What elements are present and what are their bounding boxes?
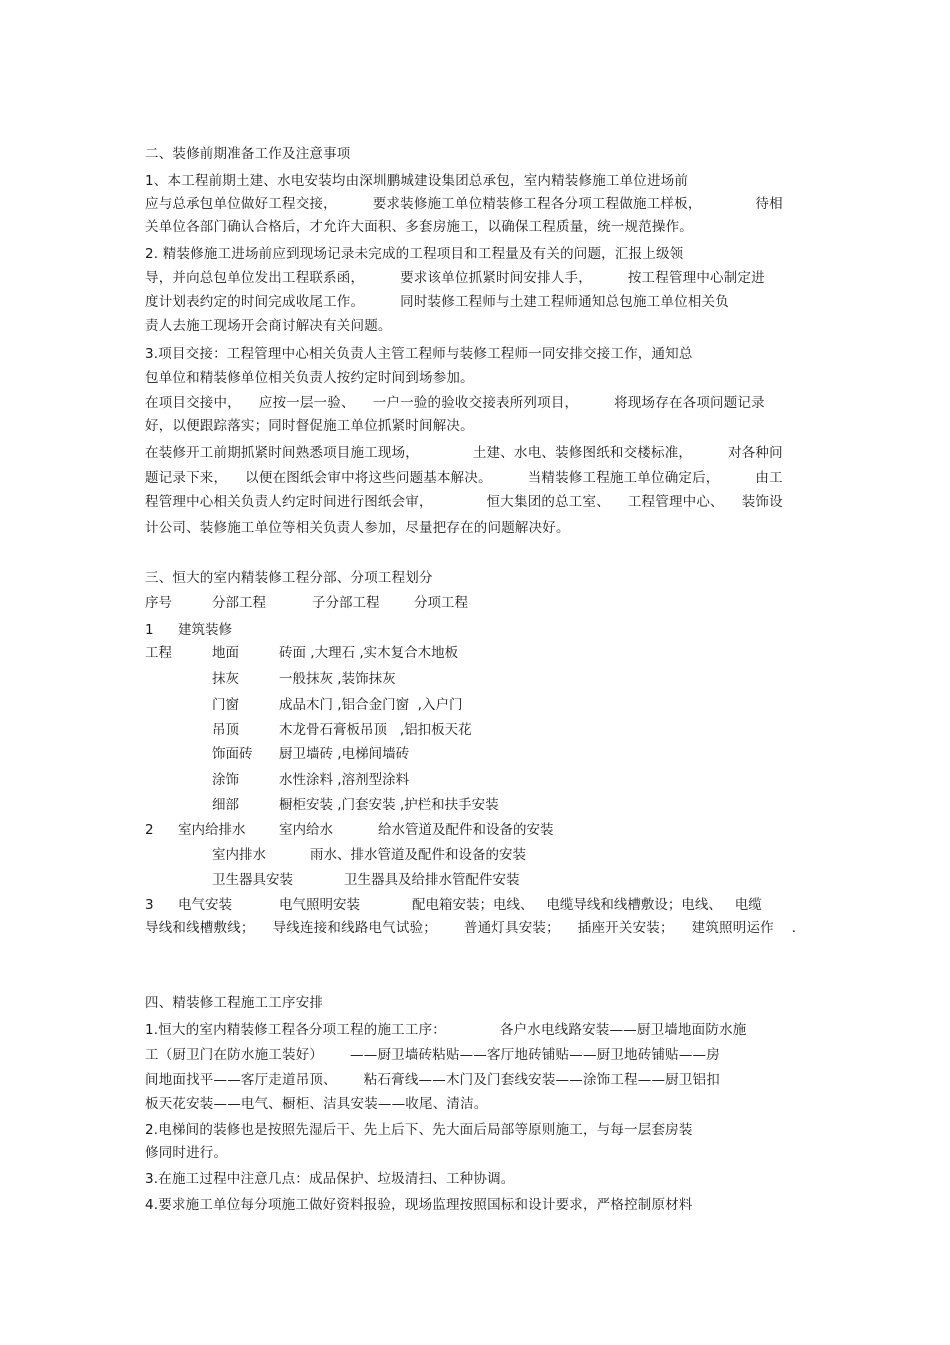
section2-line: 好，以便跟踪落实；同时督促施工单位抓紧时间解决。 [145, 418, 474, 434]
table-item: 厨卫墙砖 ,电梯间墙砖 [279, 746, 410, 762]
section4-line: 3.在施工过程中注意几点：成品保护、垃圾清扫、工种协调。 [145, 1171, 515, 1187]
table-header-subpart: 子分部工程 [312, 595, 380, 611]
row-part: 建筑装修 [178, 622, 232, 638]
row-part-continued: 工程 [145, 645, 172, 661]
section2-line: 关单位各部门确认合格后，才允许大面积、多套房施工，以确保工程质量，统一规范操作。 [145, 219, 693, 235]
table-item: 配电箱安装；电线、 电缆导线和线槽敷设；电线、 电缆 [412, 897, 762, 913]
table-item: 木龙骨石膏板吊顶 ,铝扣板天花 [279, 722, 472, 738]
table-subpart: 卫生器具安装 [212, 872, 293, 888]
row-part: 室内给排水 [178, 822, 246, 838]
table-item: 成品木门 ,铝合金门窗 ,入户门 [279, 697, 463, 713]
section2-line: 3.项目交接：工程管理中心相关负责人主管工程师与装修工程师一同安排交接工作，通知总 [145, 346, 693, 362]
section2-line: 题记录下来， 以便在图纸会审中将这些问题基本解决。 当精装修工程施工单位确定后， 由工 [145, 470, 783, 486]
section3-heading: 三、恒大的室内精装修工程分部、分项工程划分 [145, 570, 433, 586]
section2-line: 导，并向总包单位发出工程联系函， 要求该单位抓紧时间安排人手， 按工程管理中心制定进 [145, 270, 765, 286]
table-item: 橱柜安装 ,门套安装 ,护栏和扶手安装 [279, 797, 499, 813]
table-item: 雨水、排水管道及配件和设备的安装 [310, 847, 526, 863]
section4-line: 修同时进行。 [145, 1145, 228, 1161]
table-subpart: 饰面砖 [212, 746, 253, 762]
row-number: 2 [145, 822, 154, 838]
table-subpart: 地面 [212, 645, 239, 661]
table-subpart: 细部 [212, 797, 239, 813]
table-subpart: 室内排水 [212, 847, 266, 863]
section2-line: 2. 精装修施工进场前应到现场记录未完成的工程项目和工程量及有关的问题，汇报上级领 [145, 246, 684, 262]
section4-line: 2.电梯间的装修也是按照先湿后干、先上后下、先大面后局部等原则施工，与每一层套房装 [145, 1122, 693, 1138]
table-item: 给水管道及配件和设备的安装 [378, 822, 554, 838]
section4-line: 4.要求施工单位每分项施工做好资料报验，现场监理按照国标和设计要求，严格控制原材料 [145, 1197, 693, 1213]
table-subpart: 吊顶 [212, 722, 239, 738]
row-part: 电气安装 [178, 897, 232, 913]
table-item: 一般抹灰 ,装饰抹灰 [279, 671, 396, 687]
section2-line: 责人去施工现场开会商讨解决有关问题。 [145, 318, 392, 334]
section2-line: 度计划表约定的时间完成收尾工作。 同时装修工程师与土建工程师通知总包施工单位相关负 [145, 294, 729, 310]
table-item: 卫生器具及给排水管配件安装 [344, 872, 520, 888]
section4-line: 1.恒大的室内精装修工程各分项工程的施工工序： 各户水电线路安装——厨卫墙地面防水施 [145, 1022, 747, 1038]
section2-line: 在装修开工前期抓紧时间熟悉项目施工现场， 土建、水电、装修图纸和交楼标准， 对各种问 [145, 445, 783, 461]
table-item: 砖面 ,大理石 ,实木复合木地板 [279, 645, 459, 661]
table-item: 水性涂料 ,溶剂型涂料 [279, 772, 410, 788]
section2-line: 应与总承包单位做好工程交接， 要求装修施工单位精装修工程各分项工程做施工样板， 待相 [145, 196, 783, 212]
table-subpart: 电气照明安装 [279, 897, 360, 913]
section2-line: 包单位和精装修单位相关负责人按约定时间到场参加。 [145, 370, 474, 386]
section4-line: 间地面找平——客厅走道吊顶、 粘石膏线——木门及门套线安装——涂饰工程——厨卫铝扣 [145, 1072, 720, 1088]
row-number: 1 [145, 622, 154, 638]
section2-line: 在项目交接中， 应按一层一验、 一户一验的验收交接表所列项目， 将现场存在各项问题记录 [145, 395, 765, 411]
table-header-item: 分项工程 [414, 595, 468, 611]
table-subpart: 门窗 [212, 697, 239, 713]
section4-heading: 四、精装修工程施工工序安排 [145, 995, 324, 1011]
table-header-no: 序号 [145, 595, 172, 611]
section2-line: 程管理中心相关负责人约定时间进行图纸会审， 恒大集团的总工室、 工程管理中心、 装饰设 [145, 494, 783, 510]
section4-line: 板天花安装——电气、橱柜、洁具安装——收尾、清洁。 [145, 1096, 488, 1112]
section2-line: 计公司、装修施工单位等相关负责人参加，尽量把存在的问题解决好。 [145, 520, 570, 536]
section4-line: 工（厨卫门在防水施工装好） ——厨卫墙砖粘贴——客厅地砖铺贴——厨卫地砖铺贴——房 [145, 1047, 720, 1063]
table-subpart: 涂饰 [212, 772, 239, 788]
section2-heading: 二、装修前期准备工作及注意事项 [145, 146, 351, 162]
table-subpart: 室内给水 [279, 822, 333, 838]
section2-line: 1、本工程前期土建、水电安装均由深圳鹏城建设集团总承包，室内精装修施工单位进场前 [145, 173, 689, 189]
table-item-continued: 导线和线槽敷线； 导线连接和线路电气试验； 普通灯具安装； 插座开关安装； 建筑照明运作 . [145, 920, 797, 936]
table-subpart: 抹灰 [212, 671, 239, 687]
row-number: 3 [145, 897, 154, 913]
table-header-part: 分部工程 [212, 595, 266, 611]
